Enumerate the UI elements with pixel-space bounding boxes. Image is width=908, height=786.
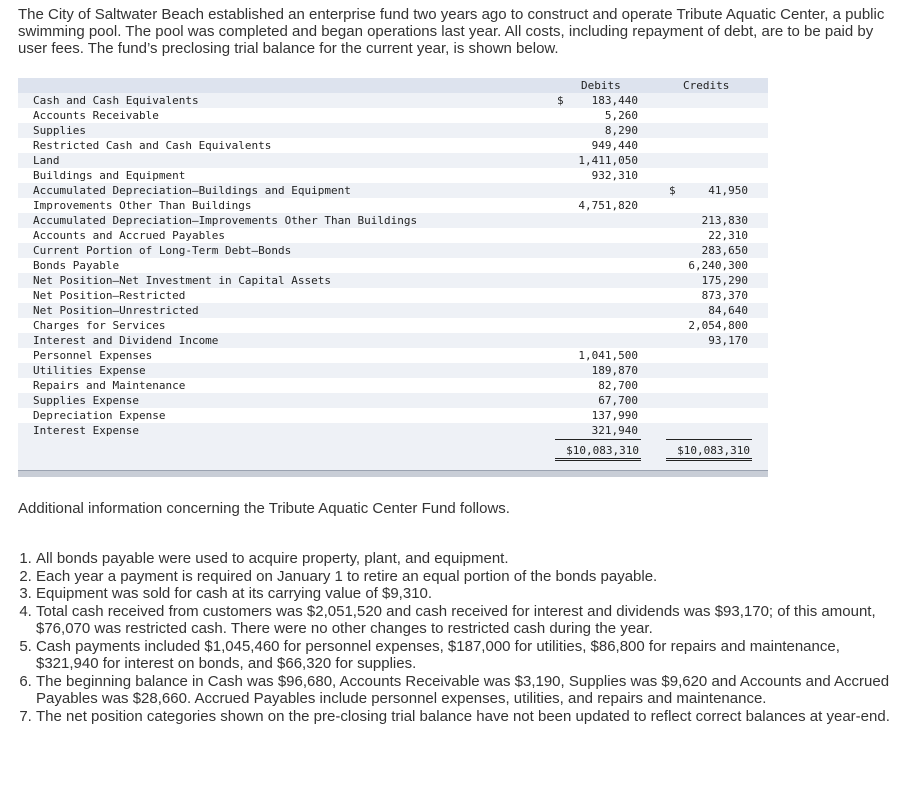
additional-info-list [18, 550, 896, 725]
debit-amount: 183,440 [591, 94, 638, 107]
debit-amount: 67,700 [598, 394, 638, 407]
debit-amount: 189,870 [591, 364, 638, 377]
table-row [18, 138, 768, 153]
table-bottom-border [18, 470, 768, 477]
info-item: 7. The net position categories shown on the pre-closing trial balance have not been updated to reflect correct balances at year-end. [36, 708, 896, 726]
credit-amount: 6,240,300 [688, 259, 748, 272]
totals-row [18, 438, 768, 470]
debit-amount: 1,041,500 [578, 349, 638, 362]
account-name: Land [33, 154, 60, 167]
debit-amount: 932,310 [591, 169, 638, 182]
table-header [18, 78, 768, 93]
account-name: Improvements Other Than Buildings [33, 199, 252, 212]
credit-amount: 283,650 [701, 244, 748, 257]
credit-total-underline [666, 439, 752, 440]
account-name: Supplies Expense [33, 394, 139, 407]
account-name: Personnel Expenses [33, 349, 153, 362]
account-name: Interest Expense [33, 424, 139, 437]
debits-header: Debits [581, 79, 621, 92]
info-item: 5. Cash payments included $1,045,460 for personnel expenses, $187,000 for utilities, $86,800 for repairs and maintenance, $321,940 for interest on bonds, and $66,320 for supplies. [36, 638, 896, 673]
credit-amount: 41,950 [708, 184, 748, 197]
table-row [18, 393, 768, 408]
account-name: Accumulated Depreciation—Buildings and Equipment [33, 184, 351, 197]
info-item: 4. Total cash received from customers was $2,051,520 and cash received for interest and dividends was $93,170; of this amount, $76,070 was restricted cash. There were no other changes to restricted cash during the year. [36, 603, 896, 638]
table-row [18, 303, 768, 318]
intro-paragraph: The City of Saltwater Beach established an enterprise fund two years ago to construct and operate Tribute Aquatic Center, a public swimming pool. The pool was completed and began operations last year. All costs, including repayment of debt, are to be paid by user fees. The fund’s preclosing trial balance for the current year, is shown below. [18, 6, 885, 57]
credit-double-underline-2 [666, 460, 752, 461]
account-name: Net Position—Net Investment in Capital Assets [33, 274, 332, 287]
credit-amount: 213,830 [701, 214, 748, 227]
table-row [18, 363, 768, 378]
credit-amount: 175,290 [701, 274, 748, 287]
table-row [18, 183, 768, 198]
table-row [18, 108, 768, 123]
account-name: Repairs and Maintenance [33, 379, 186, 392]
credit-double-underline-1 [666, 458, 752, 459]
account-name: Buildings and Equipment [33, 169, 186, 182]
additional-info-heading: Additional information concerning the Tribute Aquatic Center Fund follows. [18, 500, 510, 517]
debit-amount: 82,700 [598, 379, 638, 392]
table-row [18, 153, 768, 168]
credit-amount: 22,310 [708, 229, 748, 242]
account-name: Depreciation Expense [33, 409, 166, 422]
credit-amount: 2,054,800 [688, 319, 748, 332]
table-row [18, 258, 768, 273]
debit-amount: 949,440 [591, 139, 638, 152]
debit-currency-sign: $ [557, 94, 564, 107]
table-row [18, 288, 768, 303]
account-name: Accounts Receivable [33, 109, 159, 122]
debit-double-underline-1 [555, 458, 641, 459]
debit-double-underline-2 [555, 460, 641, 461]
credit-currency-sign: $ [669, 184, 676, 197]
account-name: Interest and Dividend Income [33, 334, 219, 347]
debit-amount: 8,290 [604, 124, 638, 137]
table-row [18, 348, 768, 363]
table-row [18, 228, 768, 243]
table-row [18, 408, 768, 423]
trial-balance-table [18, 78, 768, 478]
account-name: Charges for Services [33, 319, 166, 332]
total-credits: $10,083,310 [677, 444, 750, 457]
account-name: Net Position—Unrestricted [33, 304, 199, 317]
credit-amount: 93,170 [708, 334, 748, 347]
debit-amount: 1,411,050 [578, 154, 638, 167]
info-item: 2. Each year a payment is required on January 1 to retire an equal portion of the bonds payable. [36, 568, 896, 586]
credits-header: Credits [683, 79, 730, 92]
table-row [18, 93, 768, 108]
info-item: 3. Equipment was sold for cash at its carrying value of $9,310. [36, 585, 896, 603]
table-row [18, 213, 768, 228]
table-row [18, 243, 768, 258]
account-name: Supplies [33, 124, 86, 137]
account-name: Accumulated Depreciation—Improvements Other Than Buildings [33, 214, 418, 227]
account-name: Accounts and Accrued Payables [33, 229, 226, 242]
table-row [18, 168, 768, 183]
table-row [18, 123, 768, 138]
debit-amount: 137,990 [591, 409, 638, 422]
total-debits: $10,083,310 [566, 444, 639, 457]
debit-amount: 5,260 [604, 109, 638, 122]
account-name: Bonds Payable [33, 259, 120, 272]
debit-amount: 321,940 [591, 424, 638, 437]
info-item: 1. All bonds payable were used to acquire property, plant, and equipment. [36, 550, 896, 568]
debit-amount: 4,751,820 [578, 199, 638, 212]
debit-total-underline [555, 439, 641, 440]
table-row [18, 198, 768, 213]
credit-amount: 873,370 [701, 289, 748, 302]
table-row [18, 378, 768, 393]
table-row [18, 318, 768, 333]
credit-amount: 84,640 [708, 304, 748, 317]
account-name: Current Portion of Long-Term Debt—Bonds [33, 244, 292, 257]
account-name: Cash and Cash Equivalents [33, 94, 199, 107]
account-name: Utilities Expense [33, 364, 146, 377]
account-name: Net Position—Restricted [33, 289, 186, 302]
info-item: 6. The beginning balance in Cash was $96,680, Accounts Receivable was $3,190, Supplies was $9,620 and Accounts and Accrued Payables was $28,660. Accrued Payables include personnel expenses, utilities, and repairs and maintenance. [36, 673, 896, 708]
table-row [18, 273, 768, 288]
table-row [18, 423, 768, 438]
table-row [18, 333, 768, 348]
account-name: Restricted Cash and Cash Equivalents [33, 139, 272, 152]
